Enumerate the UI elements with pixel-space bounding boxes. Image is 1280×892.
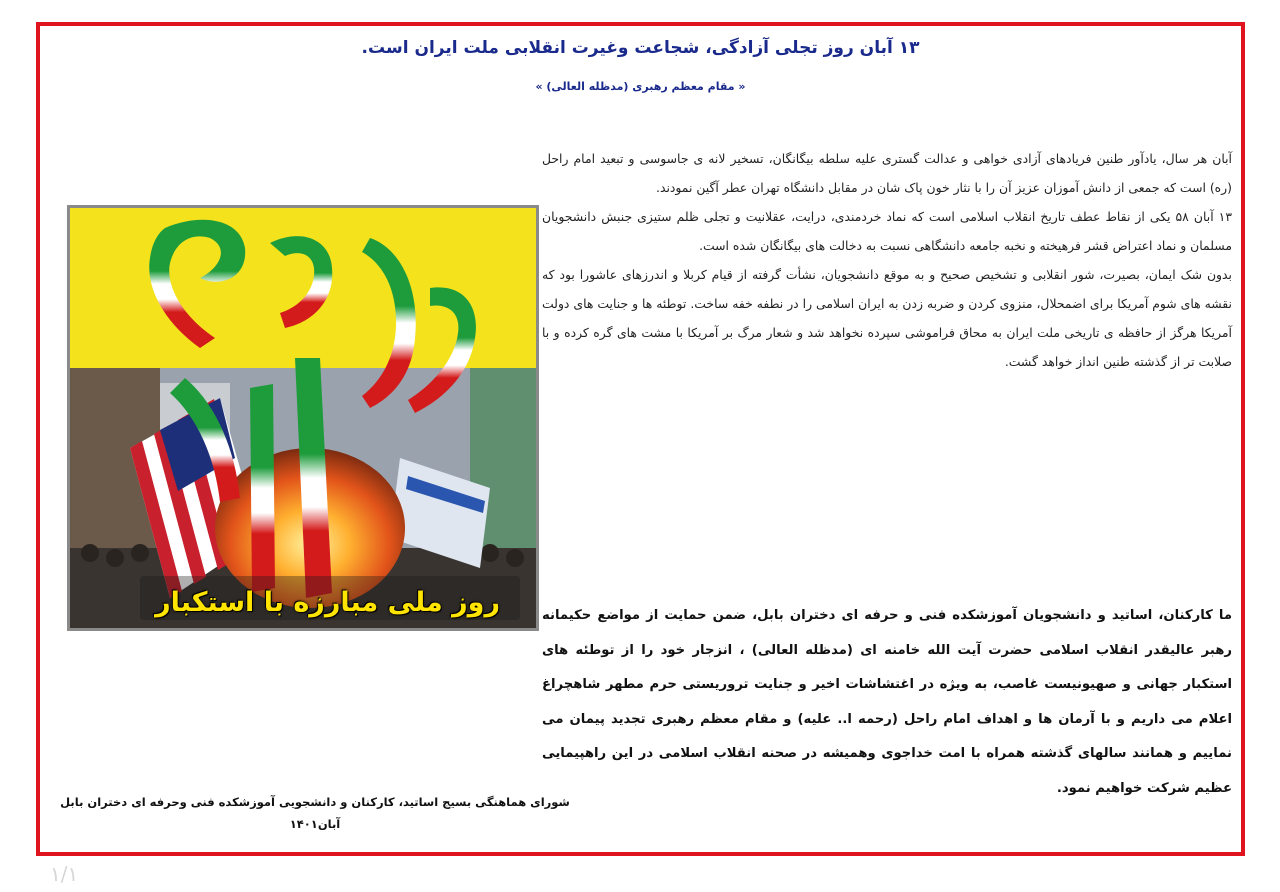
- page-number: ۱/۱: [50, 862, 79, 886]
- article-paragraph: بدون شک ایمان، بصیرت، شور انقلابی و تشخیص صحیح و به موقع دانشجویان، نشأت گرفته از قیام کربلا و اندرزهای عاشورا بود که نقشه های شوم آمریکا برای اضمحلال، منزوی کردن و ضربه زدن به ایران اسلامی را در نطفه خفه ساخت. توطئه ها و جنایت های دولت آمریکا هرگز از حافظه ی تاریخی ملت ایران به محاق فراموشی سپرده نخواهد شد و شعار مرگ بر آمریکا با مشت های گره کرده و با صلابت تر از گذشته طنین انداز خواهد گشت.: [542, 267, 1232, 369]
- signature-date: آبان۱۴۰۱: [289, 817, 341, 831]
- signature-organization: شورای هماهنگی بسیج اساتید، کارکنان و دانشجویی آموزشکده فنی وحرفه ای دختران بابل: [60, 795, 570, 809]
- signature-block: [60, 791, 570, 835]
- document-frame: [36, 22, 1245, 856]
- page-title: ۱۳ آبان روز تجلی آزادگی، شجاعت وغیرت انقلابی ملت ایران است.: [361, 38, 920, 58]
- statement-paragraph: ما کارکنان، اساتید و دانشجویان آموزشکده فنی و حرفه ای دختران بابل، ضمن حمایت از مواضع حکیمانه رهبر عالیقدر انقلاب اسلامی حضرت آیت الله خامنه ای (مدظله العالی) ، انزجار خود را از توطئه های استکبار جهانی و صهیونیست غاصب، به ویژه در اغتشاشات اخیر و جنایت تروریستی حرم مطهر شاهچراغ اعلام می داریم و با آرمان ها و اهداف امام راحل (رحمه ا.. علیه) و مقام معظم رهبری تجدید پیمان می نماییم و همانند سالهای گذشته همراه با امت خداجوی وهمیشه در صحنه انقلاب اسلامی در این راهپیمایی عظیم شرکت خواهیم نمود.: [542, 608, 1232, 796]
- article-paragraph: آبان هر سال، یادآور طنین فریادهای آزادی خواهی و عدالت گستری علیه سلطه بیگانگان، تسخیر لانه ی جاسوسی و تبعید امام راحل (ره) است که جمعی از دانش آموزان عزیز آن را با نثار خون پاک شان در مقابل دانشگاه تهران عطر آگین نمودند.: [542, 151, 1232, 195]
- poster-illustration: [70, 208, 536, 628]
- article-body: [542, 144, 1232, 376]
- poster-caption: روز ملی مبارزه با استکبار: [155, 587, 500, 618]
- article-paragraph: ۱۳ آبان ۵۸ یکی از نقاط عطف تاریخ انقلاب اسلامی است که نماد خردمندی، درایت، عقلانیت و تجلی ظلم ستیزی جنبش دانشجویان مسلمان و نماد اعتراض قشر فرهیخته و نخبه جامعه دانشگاهی نسبت به دخالت های بیگانگان شده است.: [542, 209, 1232, 253]
- quote-attribution: « مقام معظم رهبری (مدظله العالی) »: [535, 80, 746, 93]
- poster-image: [67, 205, 539, 631]
- poster-headline: [70, 208, 71, 209]
